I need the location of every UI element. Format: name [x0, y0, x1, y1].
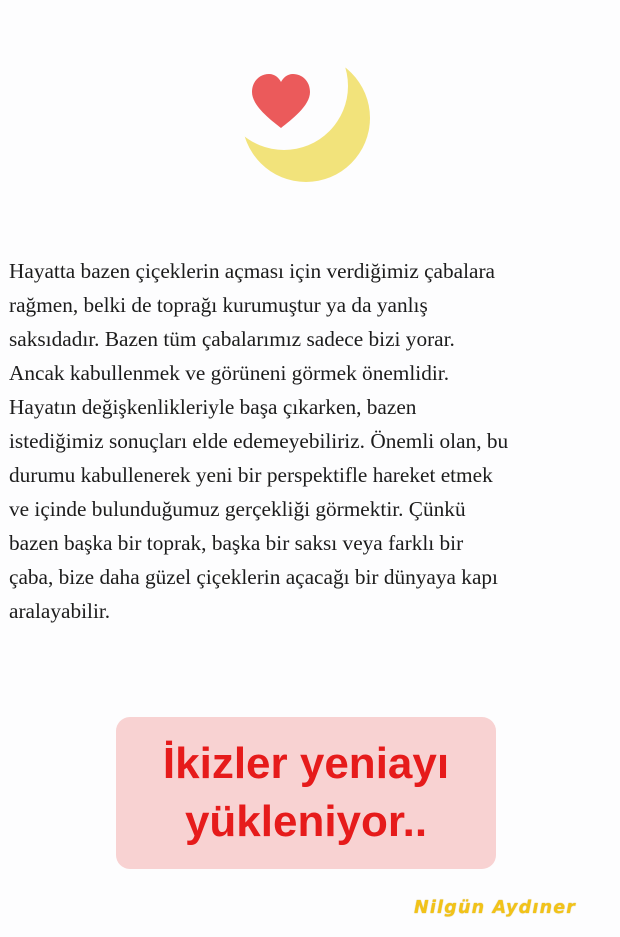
author-signature: Nilgün Aydıner: [414, 898, 577, 918]
body-paragraph: [9, 254, 609, 628]
body-line: Hayatta bazen çiçeklerin açması için verdiğimiz çabalara: [9, 259, 496, 283]
body-line: bazen başka bir toprak, başka bir saksı veya farklı bir: [9, 531, 464, 555]
body-line: ve içinde bulunduğumuz gerçekliği görmektir. Çünkü: [9, 497, 466, 521]
banner-line-1: İkizler yeniayı: [162, 739, 450, 788]
moon-heart-illustration: [244, 36, 376, 186]
body-line: durumu kabullenerek yeni bir perspektifle hareket etmek: [9, 463, 493, 487]
body-line: Ancak kabullenmek ve görüneni görmek önemlidir.: [9, 361, 450, 385]
banner-line-2: yükleniyor..: [184, 797, 428, 846]
body-line: Hayatın değişkenlikleriyle başa çıkarken, bazen: [9, 395, 417, 419]
body-line: istediğimiz sonuçları elde edemeyebiliriz. Önemli olan, bu: [9, 429, 509, 453]
moon-icon: [244, 36, 376, 186]
body-line: aralayabilir.: [9, 599, 111, 623]
body-line: saksıdadır. Bazen tüm çabalarımız sadece bizi yorar.: [9, 327, 455, 351]
announcement-banner: [116, 717, 496, 869]
body-line: rağmen, belki de toprağı kurumuştur ya da yanlış: [9, 293, 428, 317]
moon-crescent: [244, 54, 370, 182]
body-line: çaba, bize daha güzel çiçeklerin açacağı bir dünyaya kapı: [9, 565, 498, 589]
